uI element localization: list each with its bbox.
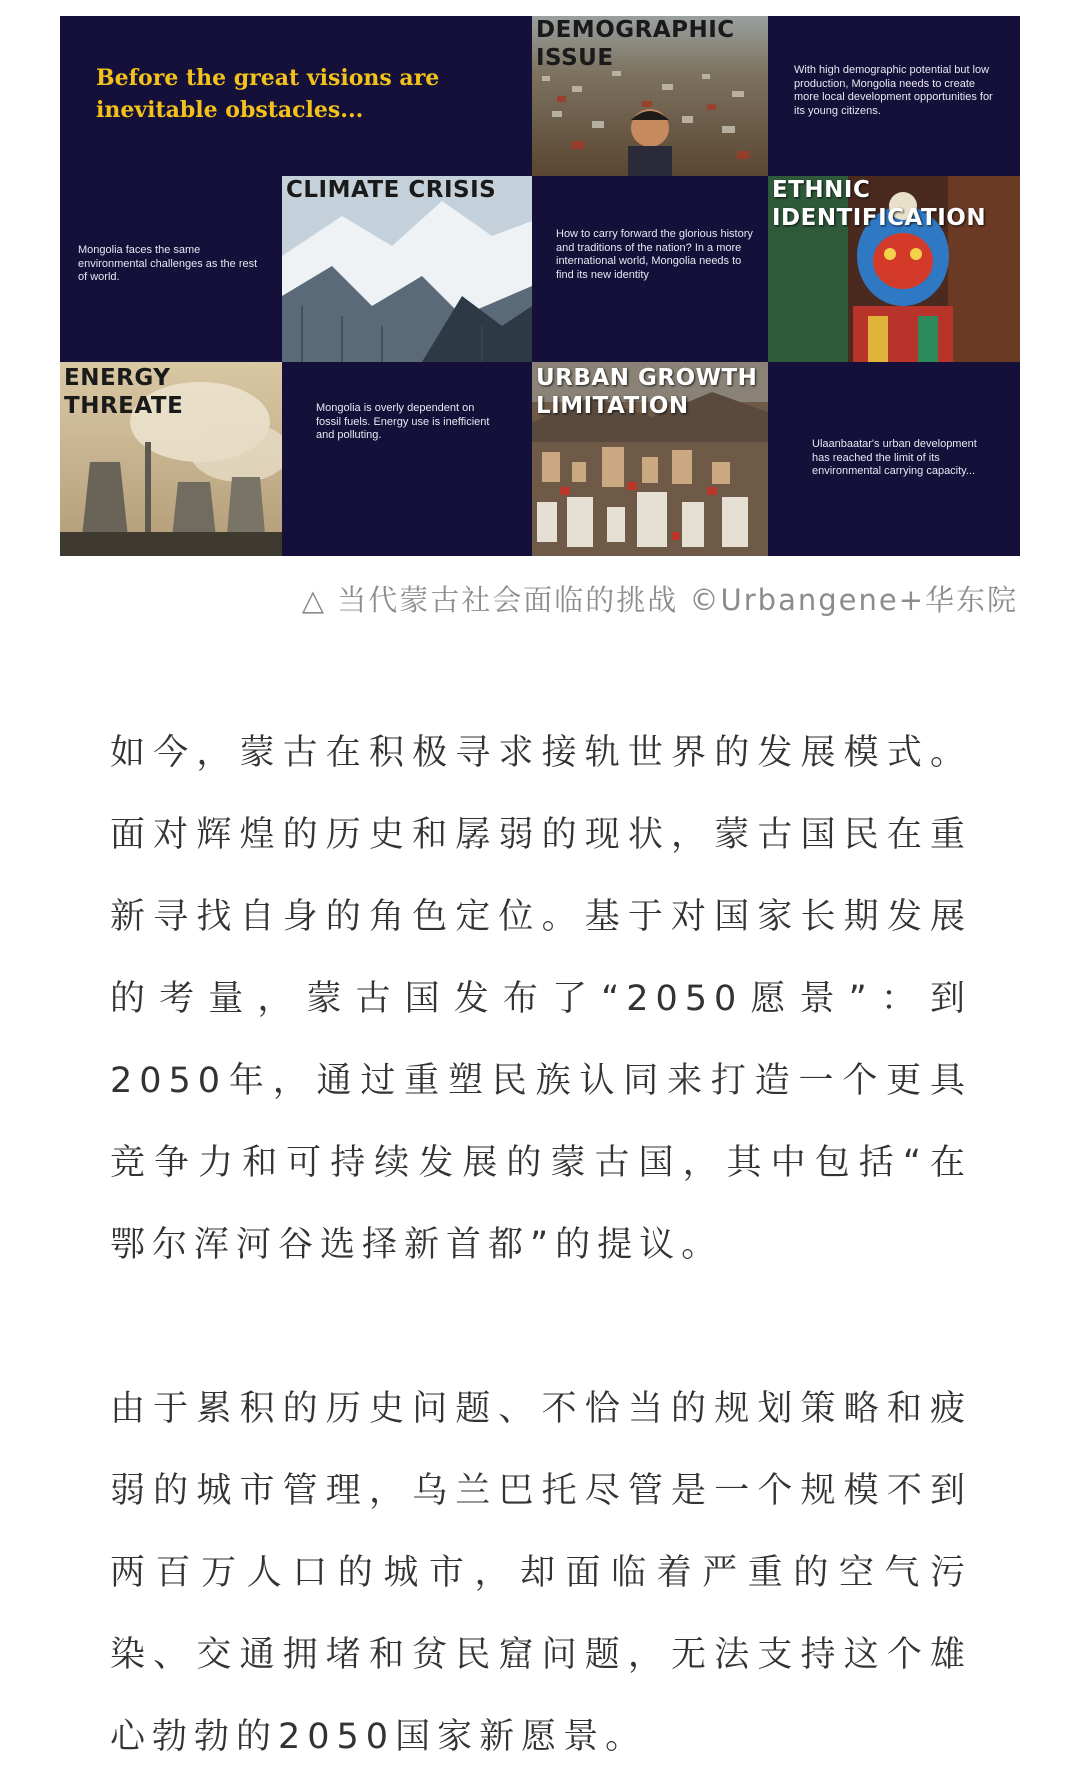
demographic-title: DEMOGRAPHIC ISSUE bbox=[536, 17, 735, 71]
demographic-description: With high demographic potential but low production, Mongolia needs to create more local development opportunities for its young citizens. bbox=[794, 64, 993, 117]
demographic-text-tile bbox=[768, 16, 1020, 176]
ethnic-photo bbox=[768, 176, 1020, 362]
ethnic-title: ETHNIC IDENTIFICATION bbox=[772, 177, 987, 231]
infographic-headline: Before the great visions are inevitable obstacles... bbox=[96, 65, 440, 123]
energy-photo bbox=[60, 362, 282, 556]
figure-caption: △ 当代蒙古社会面临的挑战 ©Urbangene+华东院 bbox=[301, 583, 1018, 617]
climate-description: Mongolia faces the same environmental challenges as the rest of world. bbox=[78, 244, 258, 283]
climate-text-tile bbox=[60, 176, 282, 362]
urban-description: Ulaanbaatar's urban development has reached the limit of its environmental carrying capacity... bbox=[812, 438, 977, 477]
ethnic-text-tile bbox=[532, 176, 768, 362]
urban-title: URBAN GROWTH LIMITATION bbox=[536, 365, 758, 419]
energy-description: Mongolia is overly dependent on fossil fuels. Energy use is inefficient and polluting. bbox=[316, 402, 490, 441]
energy-text-tile bbox=[282, 362, 532, 556]
ethnic-description: How to carry forward the glorious history and traditions of the nation? In a more international world, Mongolia needs to find its new identity bbox=[556, 228, 753, 281]
urban-photo bbox=[532, 362, 768, 556]
urban-text-tile bbox=[768, 362, 1020, 556]
climate-photo bbox=[282, 176, 532, 362]
paragraph-2: 由于累积的历史问题、不恰当的规划策略和疲弱的城市管理，乌兰巴托尽管是一个规模不到两百万人口的城市，却面临着严重的空气污染、交通拥堵和贫民窟问题，无法支持这个雄心勃勃的2050国家新愿景。 bbox=[110, 1389, 972, 1757]
challenges-infographic bbox=[60, 16, 1020, 556]
headline-tile bbox=[60, 16, 532, 176]
paragraph-1: 如今，蒙古在积极寻求接轨世界的发展模式。面对辉煌的历史和孱弱的现状，蒙古国民在重新寻找自身的角色定位。基于对国家长期发展的考量，蒙古国发布了“2050愿景”：到2050年，通过重塑民族认同来打造一个更具竞争力和可持续发展的蒙古国，其中包括“在鄂尔浑河谷选择新首都”的提议。 bbox=[110, 733, 972, 1265]
demographic-photo bbox=[532, 16, 768, 176]
climate-title: CLIMATE CRISIS bbox=[286, 177, 497, 203]
energy-title: ENERGY THREATE bbox=[64, 365, 184, 419]
